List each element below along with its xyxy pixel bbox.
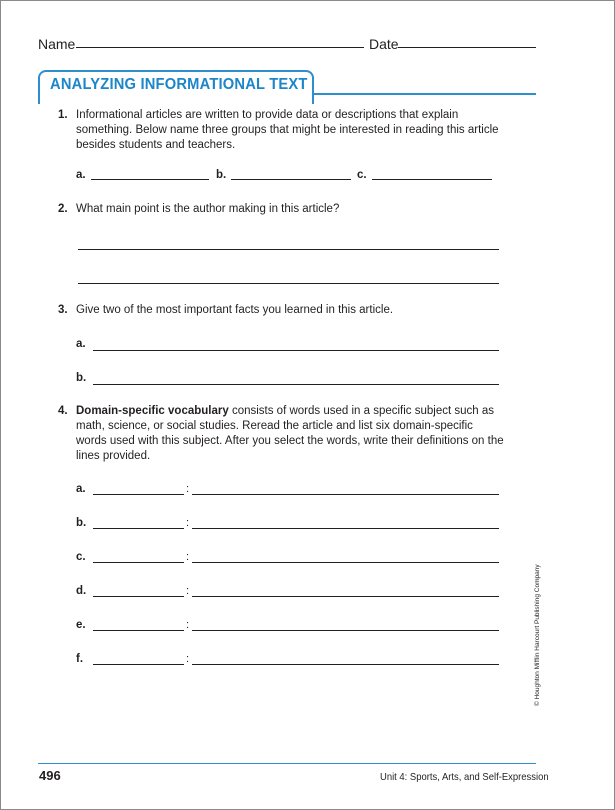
- page-number: 496: [39, 768, 61, 783]
- q1-item-a-field[interactable]: [91, 179, 209, 180]
- question-1-number: 1.: [58, 109, 68, 121]
- name-field[interactable]: [76, 47, 364, 48]
- q4-item-a-word-field[interactable]: [93, 494, 184, 495]
- q4-item-b-colon: :: [186, 517, 190, 529]
- question-4-number: 4.: [58, 405, 68, 417]
- unit-title: Unit 4: Sports, Arts, and Self-Expression: [380, 771, 549, 783]
- q4-item-b-definition-field[interactable]: [192, 528, 499, 529]
- q4-item-a-colon: :: [186, 483, 190, 495]
- q4-item-e-word-field[interactable]: [93, 630, 184, 631]
- q4-item-f-word-field[interactable]: [93, 664, 184, 665]
- q1-item-b-field[interactable]: [231, 179, 351, 180]
- q1-item-c-field[interactable]: [372, 179, 492, 180]
- q3-item-a-label: a.: [76, 338, 86, 350]
- q4-item-a-label: a.: [76, 483, 86, 495]
- question-3-number: 3.: [58, 304, 68, 316]
- footer-rule: [38, 763, 536, 764]
- q2-answer-line-2[interactable]: [78, 283, 499, 284]
- q4-item-e-definition-field[interactable]: [192, 630, 499, 631]
- question-3-text: Give two of the most important facts you learned in this article.: [76, 304, 394, 316]
- q4-item-f-definition-field[interactable]: [192, 664, 499, 665]
- date-field[interactable]: [398, 47, 536, 48]
- question-2-text: What main point is the author making in this article?: [76, 203, 340, 215]
- q1-item-b-label: b.: [216, 169, 227, 181]
- q4-item-a-definition-field[interactable]: [192, 494, 499, 495]
- question-4-body: consists of words used in a specific subject such as math, science, or social studies. Reread the article and list six domain-specific words used with this subject. After you select the words, write their definitions on the lines provided.: [76, 405, 504, 462]
- q4-item-e-colon: :: [186, 619, 190, 631]
- question-4-bold-lead: Domain-specific vocabulary: [76, 405, 229, 417]
- q4-item-b-word-field[interactable]: [93, 528, 184, 529]
- q4-item-b-label: b.: [76, 517, 87, 529]
- q4-item-e-label: e.: [76, 619, 86, 631]
- q1-item-a-label: a.: [76, 169, 86, 181]
- name-label: Name: [38, 36, 76, 52]
- q3-item-b-label: b.: [76, 372, 87, 384]
- q2-answer-line-1[interactable]: [78, 249, 499, 250]
- q4-item-f-label: f.: [76, 653, 84, 665]
- q4-item-c-word-field[interactable]: [93, 562, 184, 563]
- q4-item-c-definition-field[interactable]: [192, 562, 499, 563]
- q1-item-c-label: c.: [357, 169, 367, 181]
- question-2-number: 2.: [58, 203, 68, 215]
- q3-item-b-field[interactable]: [93, 384, 499, 385]
- q4-item-c-label: c.: [76, 551, 86, 563]
- q3-item-a-field[interactable]: [93, 350, 499, 351]
- date-label: Date: [369, 36, 399, 52]
- copyright-notice: © Houghton Mifflin Harcourt Publishing Company: [534, 564, 541, 706]
- q4-item-c-colon: :: [186, 551, 190, 563]
- question-1-text: Informational articles are written to provide data or descriptions that explain something. Below name three groups that might be interested in reading this article besides students and teachers.: [76, 109, 499, 151]
- q4-item-d-definition-field[interactable]: [192, 596, 499, 597]
- q4-item-d-colon: :: [186, 585, 190, 597]
- section-title: ANALYZING INFORMATIONAL TEXT: [50, 76, 308, 93]
- q4-item-f-colon: :: [186, 653, 190, 665]
- question-4-text: [76, 404, 506, 464]
- q4-item-d-label: d.: [76, 585, 87, 597]
- q4-item-d-word-field[interactable]: [93, 596, 184, 597]
